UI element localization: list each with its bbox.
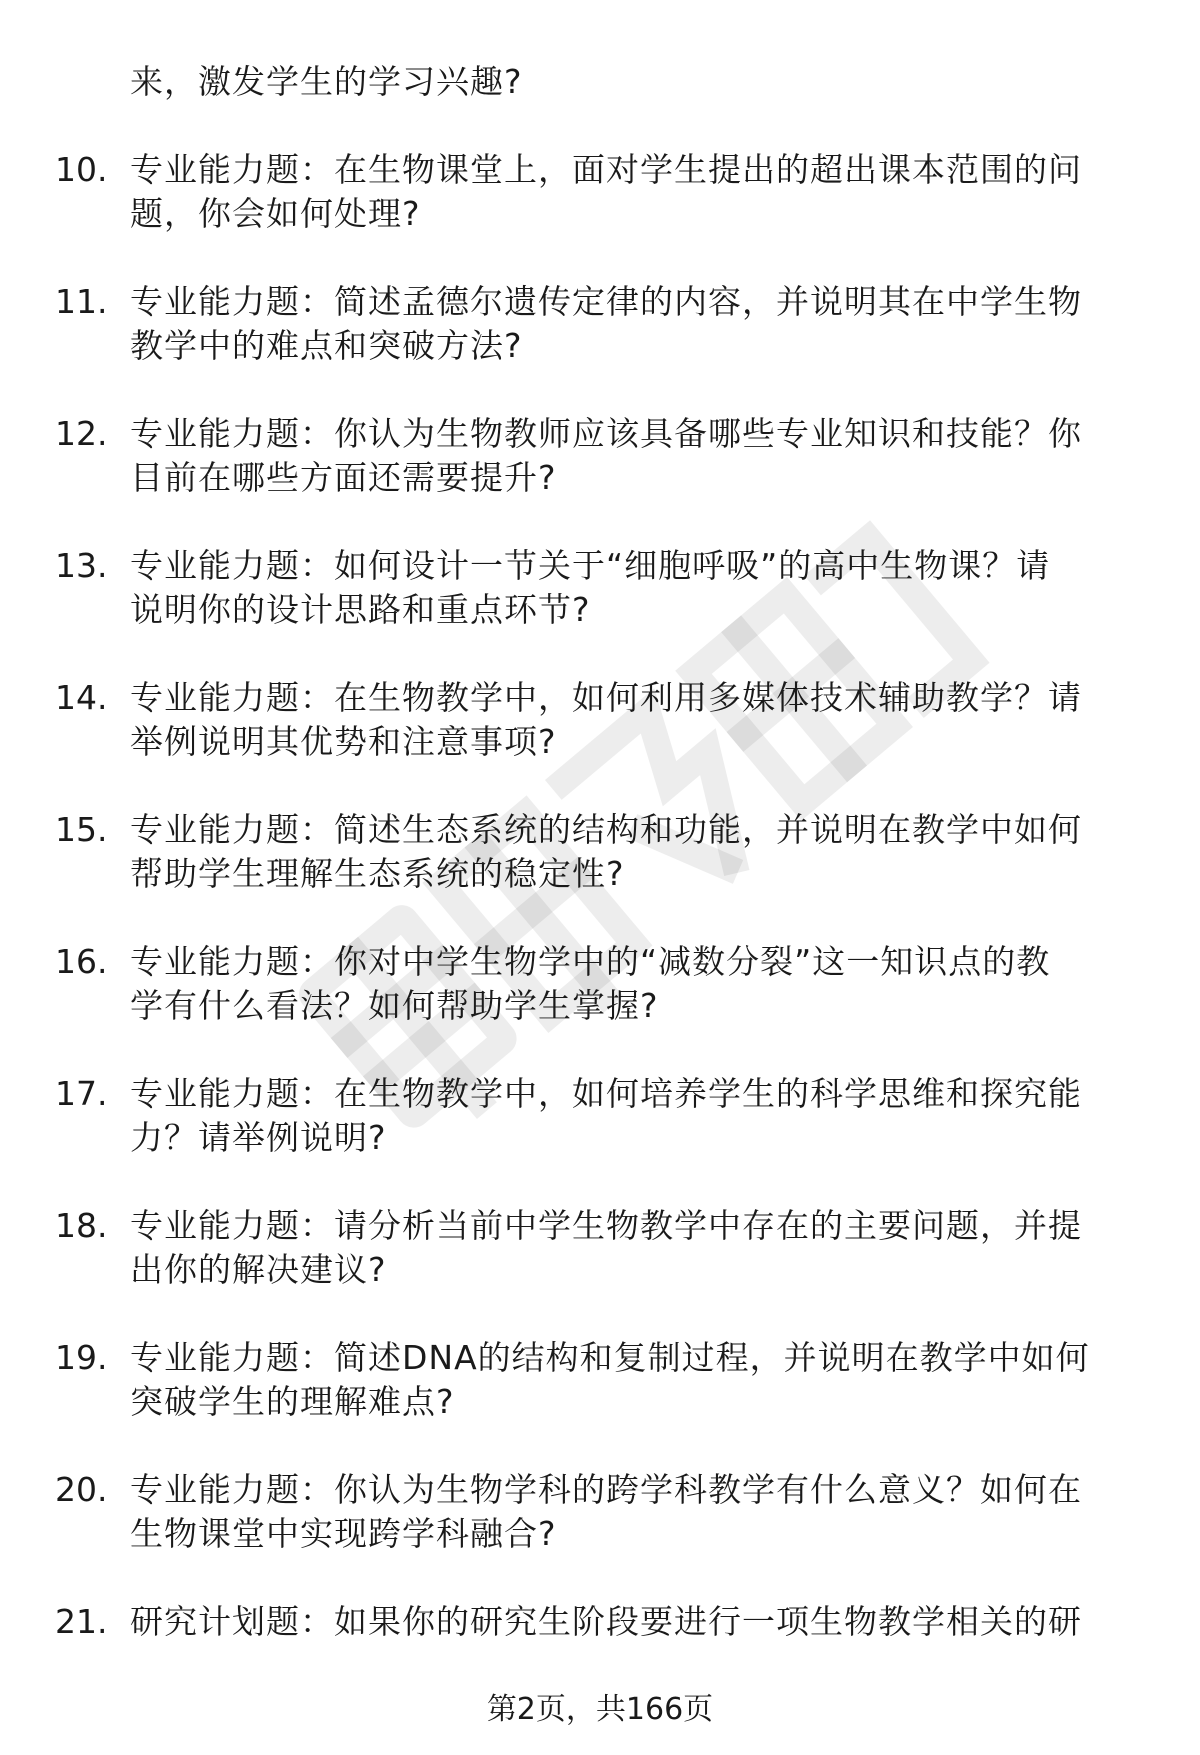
question-text — [130, 412, 1150, 500]
question-number: 14. — [55, 678, 108, 717]
continuation-text: 来，激发学生的学习兴趣? — [130, 62, 523, 101]
question-item-18 — [0, 1204, 1200, 1292]
page-footer: 第2页，共166页 — [486, 1692, 714, 1727]
question-text — [130, 1600, 1150, 1644]
question-text — [130, 1072, 1150, 1160]
question-number: 18. — [55, 1206, 108, 1245]
question-line: 举例说明其优势和注意事项? — [130, 722, 557, 761]
question-text — [130, 280, 1150, 368]
question-number: 19. — [55, 1338, 108, 1377]
question-line: 专业能力题：简述DNA的结构和复制过程，并说明在教学中如何 — [130, 1338, 1090, 1377]
question-line: 学有什么看法？如何帮助学生掌握? — [130, 986, 659, 1025]
question-text — [130, 1336, 1150, 1424]
question-text — [130, 1204, 1150, 1292]
question-number: 21. — [55, 1602, 108, 1641]
question-item-16 — [0, 940, 1200, 1028]
question-item-15 — [0, 808, 1200, 896]
question-text — [130, 148, 1150, 236]
question-item-12 — [0, 412, 1200, 500]
question-line: 专业能力题：你认为生物教师应该具备哪些专业知识和技能？你 — [130, 414, 1082, 453]
question-line: 目前在哪些方面还需要提升? — [130, 458, 557, 497]
question-item-13 — [0, 544, 1200, 632]
question-line: 突破学生的理解难点? — [130, 1382, 455, 1421]
question-item-19 — [0, 1336, 1200, 1424]
question-item-14 — [0, 676, 1200, 764]
question-line: 出你的解决建议? — [130, 1250, 387, 1289]
question-item-11 — [0, 280, 1200, 368]
question-text — [130, 940, 1150, 1028]
question-number: 17. — [55, 1074, 108, 1113]
question-line: 专业能力题：你认为生物学科的跨学科教学有什么意义？如何在 — [130, 1470, 1082, 1509]
question-text — [130, 676, 1150, 764]
question-line: 力？请举例说明? — [130, 1118, 387, 1157]
question-number: 11. — [55, 282, 108, 321]
question-line: 说明你的设计思路和重点环节? — [130, 590, 591, 629]
question-line: 专业能力题：简述生态系统的结构和功能，并说明在教学中如何 — [130, 810, 1082, 849]
question-number: 20. — [55, 1470, 108, 1509]
question-number: 16. — [55, 942, 108, 981]
question-text — [130, 544, 1150, 632]
question-line: 专业能力题：在生物教学中，如何培养学生的科学思维和探究能 — [130, 1074, 1082, 1113]
question-line: 教学中的难点和突破方法? — [130, 326, 523, 365]
question-number: 10. — [55, 150, 108, 189]
question-line: 题，你会如何处理? — [130, 194, 421, 233]
question-list — [0, 60, 1200, 1644]
question-item-21 — [0, 1600, 1200, 1644]
question-line: 研究计划题：如果你的研究生阶段要进行一项生物教学相关的研 — [130, 1602, 1082, 1641]
question-item-17 — [0, 1072, 1200, 1160]
question-line: 专业能力题：在生物教学中，如何利用多媒体技术辅助教学？请 — [130, 678, 1082, 717]
question-item-20 — [0, 1468, 1200, 1556]
question-text — [130, 1468, 1150, 1556]
question-number: 15. — [55, 810, 108, 849]
question-item-10 — [0, 148, 1200, 236]
question-line: 专业能力题：简述孟德尔遗传定律的内容，并说明其在中学生物 — [130, 282, 1082, 321]
question-number: 13. — [55, 546, 108, 585]
question-number: 12. — [55, 414, 108, 453]
question-line: 专业能力题：在生物课堂上，面对学生提出的超出课本范围的问 — [130, 150, 1082, 189]
question-line: 专业能力题：你对中学生物学中的“减数分裂”这一知识点的教 — [130, 942, 1051, 981]
question-line: 生物课堂中实现跨学科融合? — [130, 1514, 557, 1553]
question-line: 专业能力题：如何设计一节关于“细胞呼吸”的高中生物课？请 — [130, 546, 1051, 585]
question-line: 帮助学生理解生态系统的稳定性? — [130, 854, 625, 893]
question-line: 专业能力题：请分析当前中学生物教学中存在的主要问题，并提 — [130, 1206, 1082, 1245]
question-text — [130, 808, 1150, 896]
